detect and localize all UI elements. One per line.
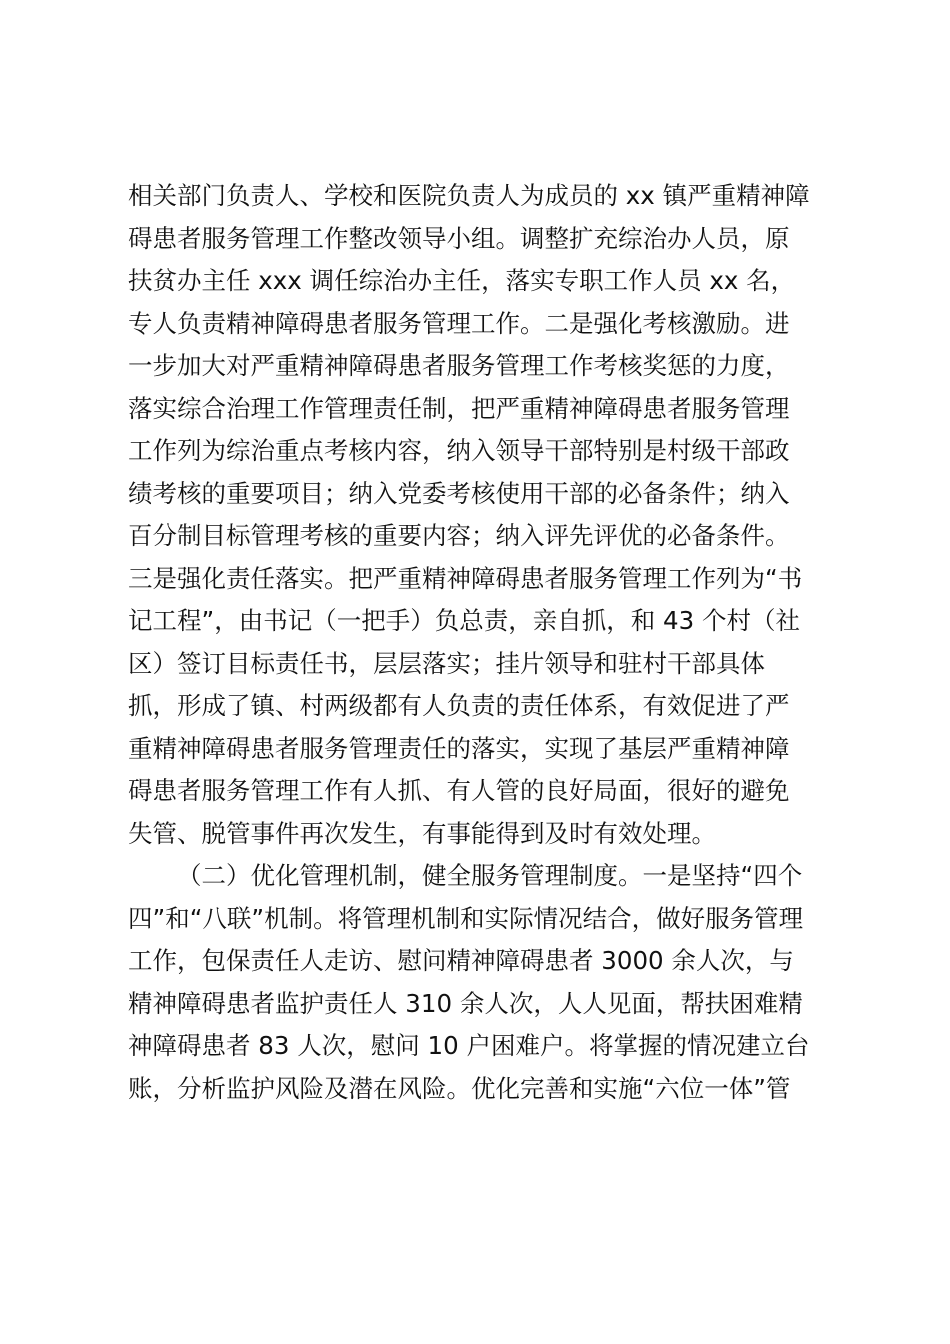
text-line: 碍患者服务管理工作有人抓、有人管的良好局面，很好的避免 <box>128 776 790 805</box>
text-line: 相关部门负责人、学校和医院负责人为成员的 xx 镇严重精神障 <box>128 181 810 210</box>
text-line: 记工程”，由书记（一把手）负总责，亲自抓，和 43 个村（社 <box>128 606 800 635</box>
text-line: 区）签订目标责任书，层层落实；挂片领导和驻村干部具体 <box>128 648 765 678</box>
text-line: 抓，形成了镇、村两级都有人负责的责任体系，有效促进了严 <box>128 691 790 720</box>
text-line: 精神障碍患者监护责任人 310 余人次，人人见面，帮扶困难精 <box>128 988 803 1018</box>
text-line: 落实综合治理工作管理责任制，把严重精神障碍患者服务管理 <box>128 393 790 423</box>
paragraph-heading-line: （二）优化管理机制，健全服务管理制度。一是坚持“四个 <box>177 861 803 890</box>
text-line: 百分制目标管理考核的重要内容；纳入评先评优的必备条件。 <box>128 521 790 550</box>
text-line: 专人负责精神障碍患者服务管理工作。二是强化考核激励。进 <box>128 308 790 338</box>
text-line: 绩考核的重要项目；纳入党委考核使用干部的必备条件；纳入 <box>128 478 790 508</box>
text-line: 扶贫办主任 xxx 调任综治办主任，落实专职工作人员 xx 名， <box>128 266 796 295</box>
text-line: 失管、脱管事件再次发生，有事能得到及时有效处理。 <box>128 818 716 848</box>
text-line: 碍患者服务管理工作整改领导小组。调整扩充综治办人员，原 <box>128 223 790 253</box>
text-line: 四”和“八联”机制。将管理机制和实际情况结合，做好服务管理 <box>128 903 804 933</box>
text-line: 重精神障碍患者服务管理责任的落实，实现了基层严重精神障 <box>128 733 790 763</box>
text-line: 一步加大对严重精神障碍患者服务管理工作考核奖惩的力度， <box>128 351 790 380</box>
text-line: 账，分析监护风险及潜在风险。优化完善和实施“六位一体”管 <box>128 1073 791 1103</box>
text-line: 工作列为综治重点考核内容，纳入领导干部特别是村级干部政 <box>128 436 790 465</box>
text-line: 神障碍患者 83 人次，慰问 10 户困难户。将掌握的情况建立台 <box>128 1031 810 1060</box>
text-line: 三是强化责任落实。把严重精神障碍患者服务管理工作列为“书 <box>128 563 803 593</box>
body-text <box>128 175 838 1110</box>
text-line: 工作，包保责任人走访、慰问精神障碍患者 3000 余人次，与 <box>128 946 794 975</box>
